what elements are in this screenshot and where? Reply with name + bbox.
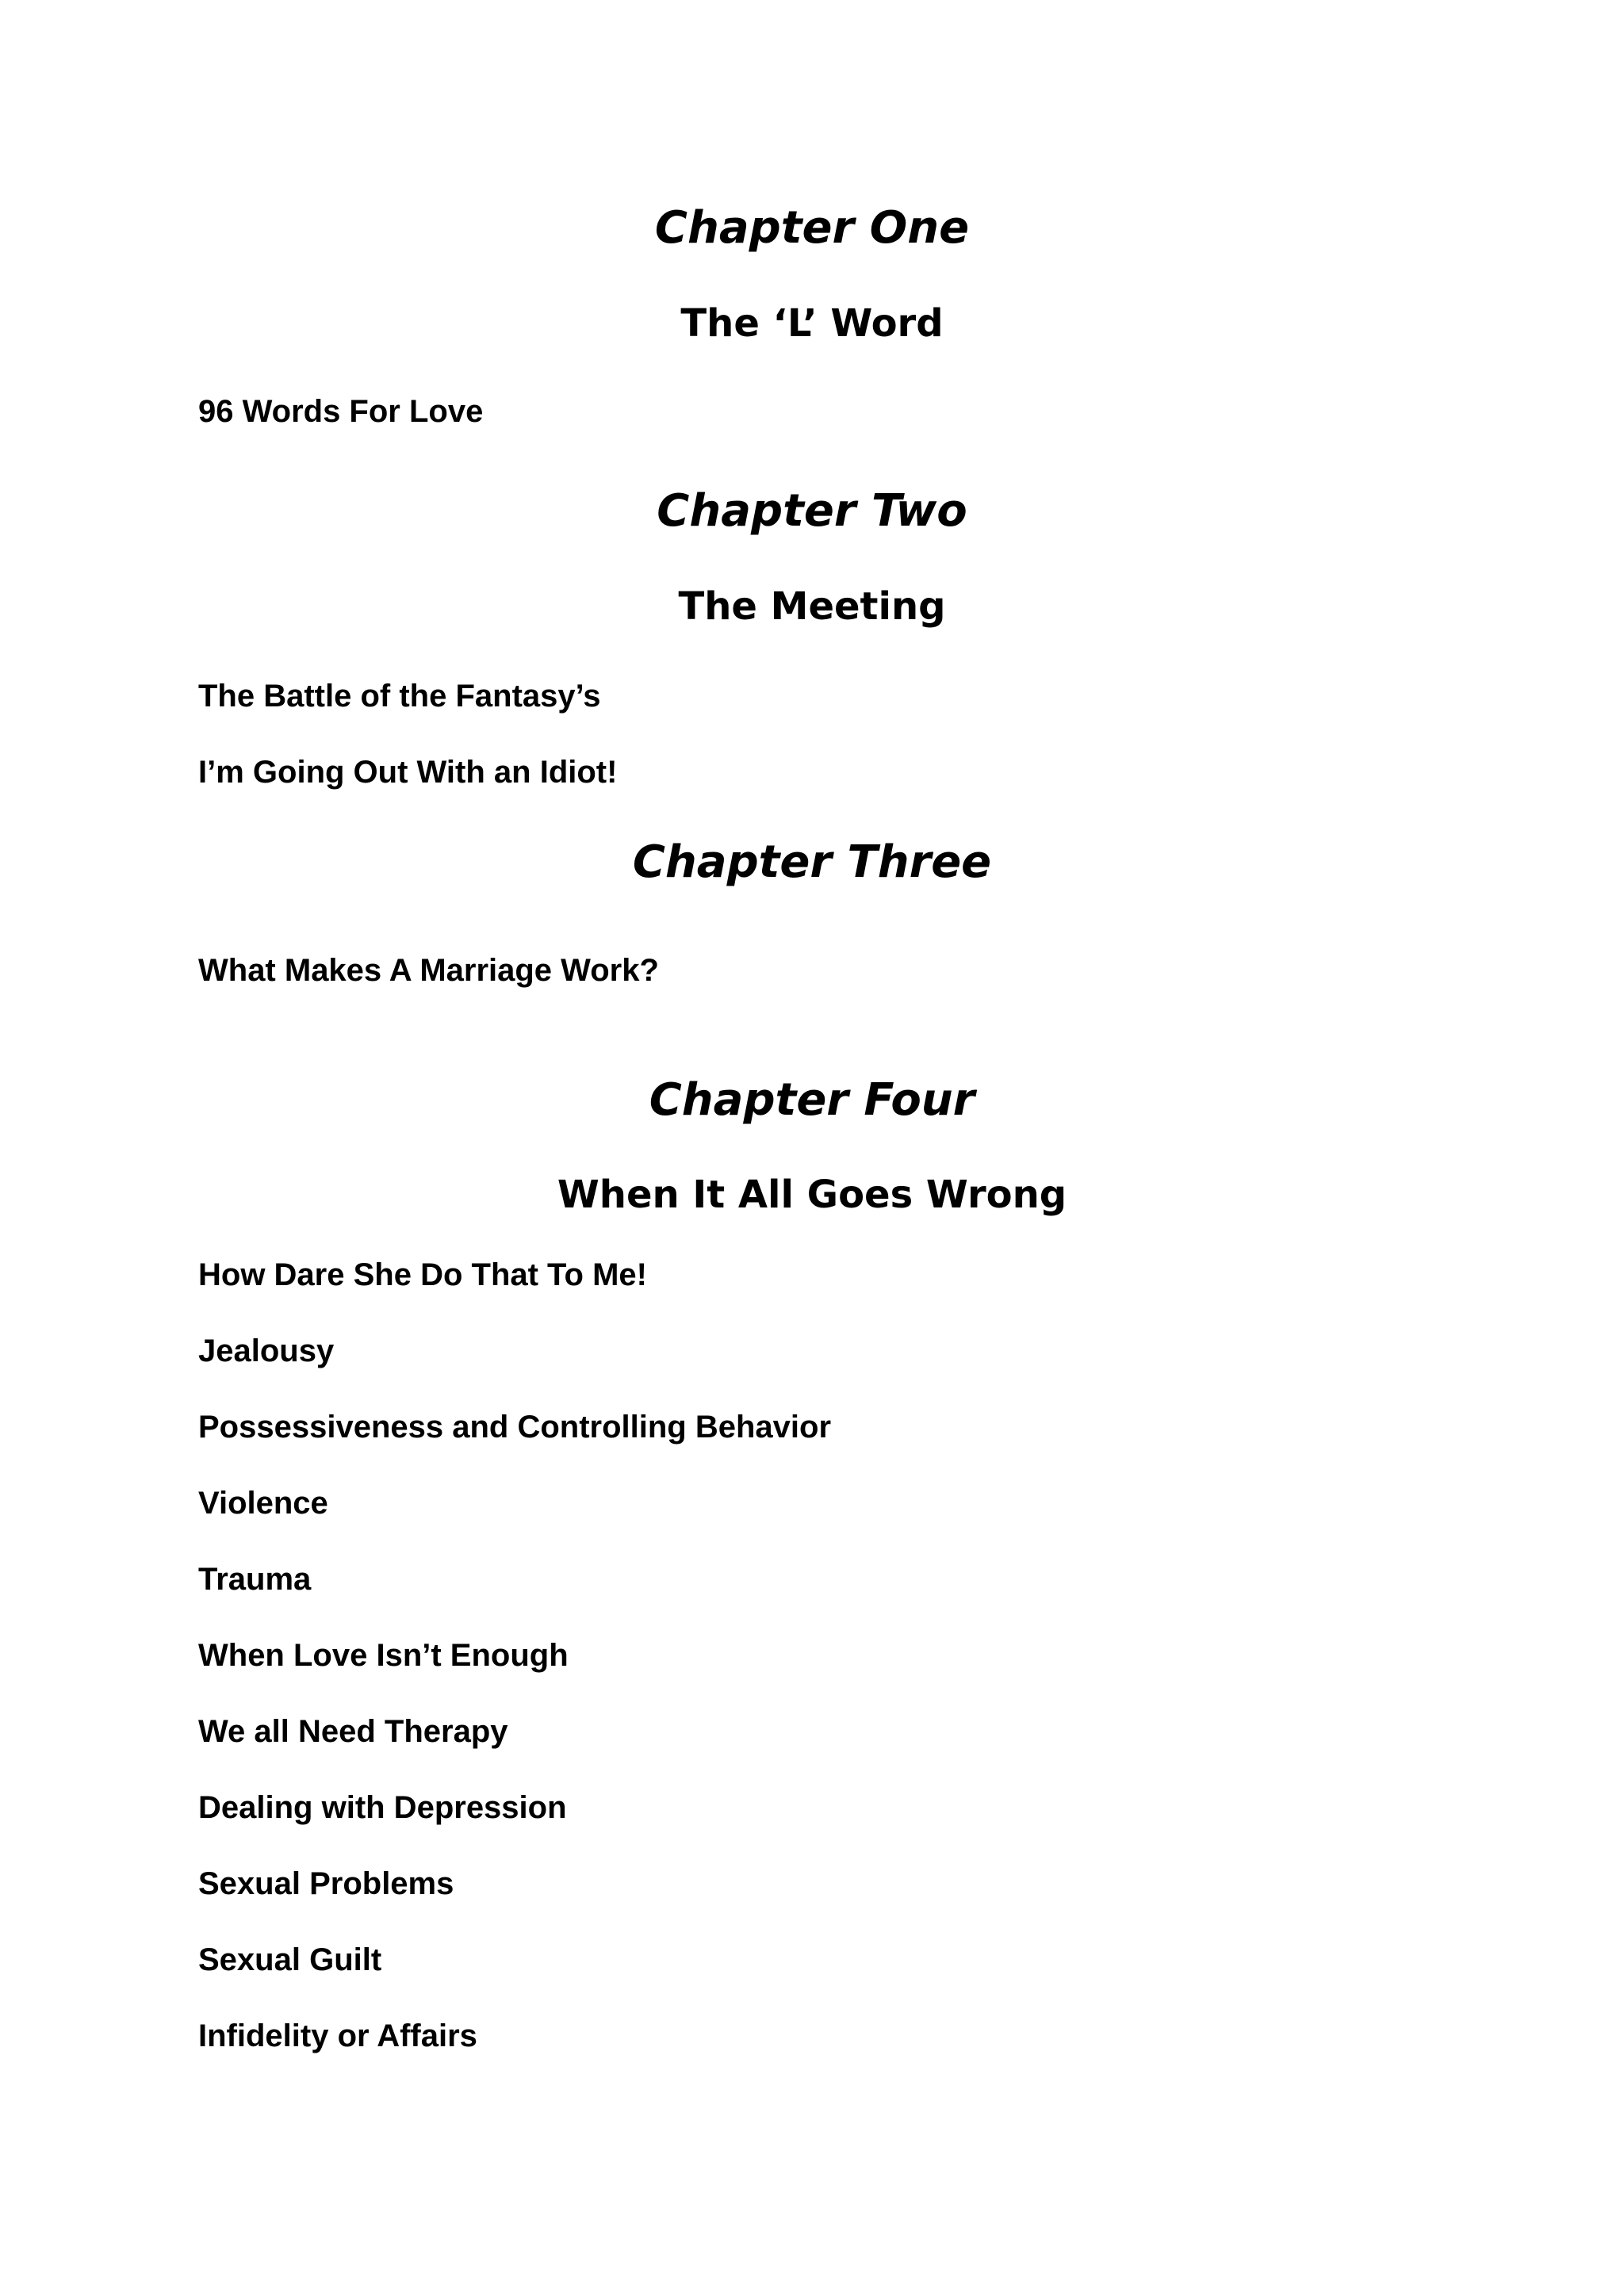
- section-item: Possessiveness and Controlling Behavior: [198, 1410, 832, 1445]
- chapter-four-title: Chapter Four: [649, 1074, 975, 1126]
- section-item: I’m Going Out With an Idiot!: [198, 755, 618, 790]
- chapter-two-subtitle: The Meeting: [678, 584, 946, 629]
- section-item: Sexual Guilt: [198, 1942, 382, 1977]
- section-item: We all Need Therapy: [198, 1714, 508, 1749]
- section-item: 96 Words For Love: [198, 394, 484, 429]
- chapter-two-title: Chapter Two: [657, 485, 967, 537]
- section-item: What Makes A Marriage Work?: [198, 953, 659, 988]
- section-item: Infidelity or Affairs: [198, 2019, 477, 2053]
- section-item: When Love Isn’t Enough: [198, 1638, 569, 1673]
- section-item: Dealing with Depression: [198, 1790, 567, 1825]
- chapter-one-title: Chapter One: [654, 202, 970, 254]
- chapter-one-subtitle: The ‘L’ Word: [680, 301, 944, 346]
- section-item: Sexual Problems: [198, 1866, 454, 1901]
- section-item: Trauma: [198, 1562, 312, 1597]
- section-item: Jealousy: [198, 1334, 335, 1368]
- chapter-three-title: Chapter Three: [632, 836, 992, 888]
- chapter-four-subtitle: When It All Goes Wrong: [557, 1173, 1067, 1217]
- section-item: How Dare She Do That To Me!: [198, 1257, 647, 1292]
- section-item: The Battle of the Fantasy’s: [198, 679, 601, 714]
- section-item: Violence: [198, 1486, 328, 1521]
